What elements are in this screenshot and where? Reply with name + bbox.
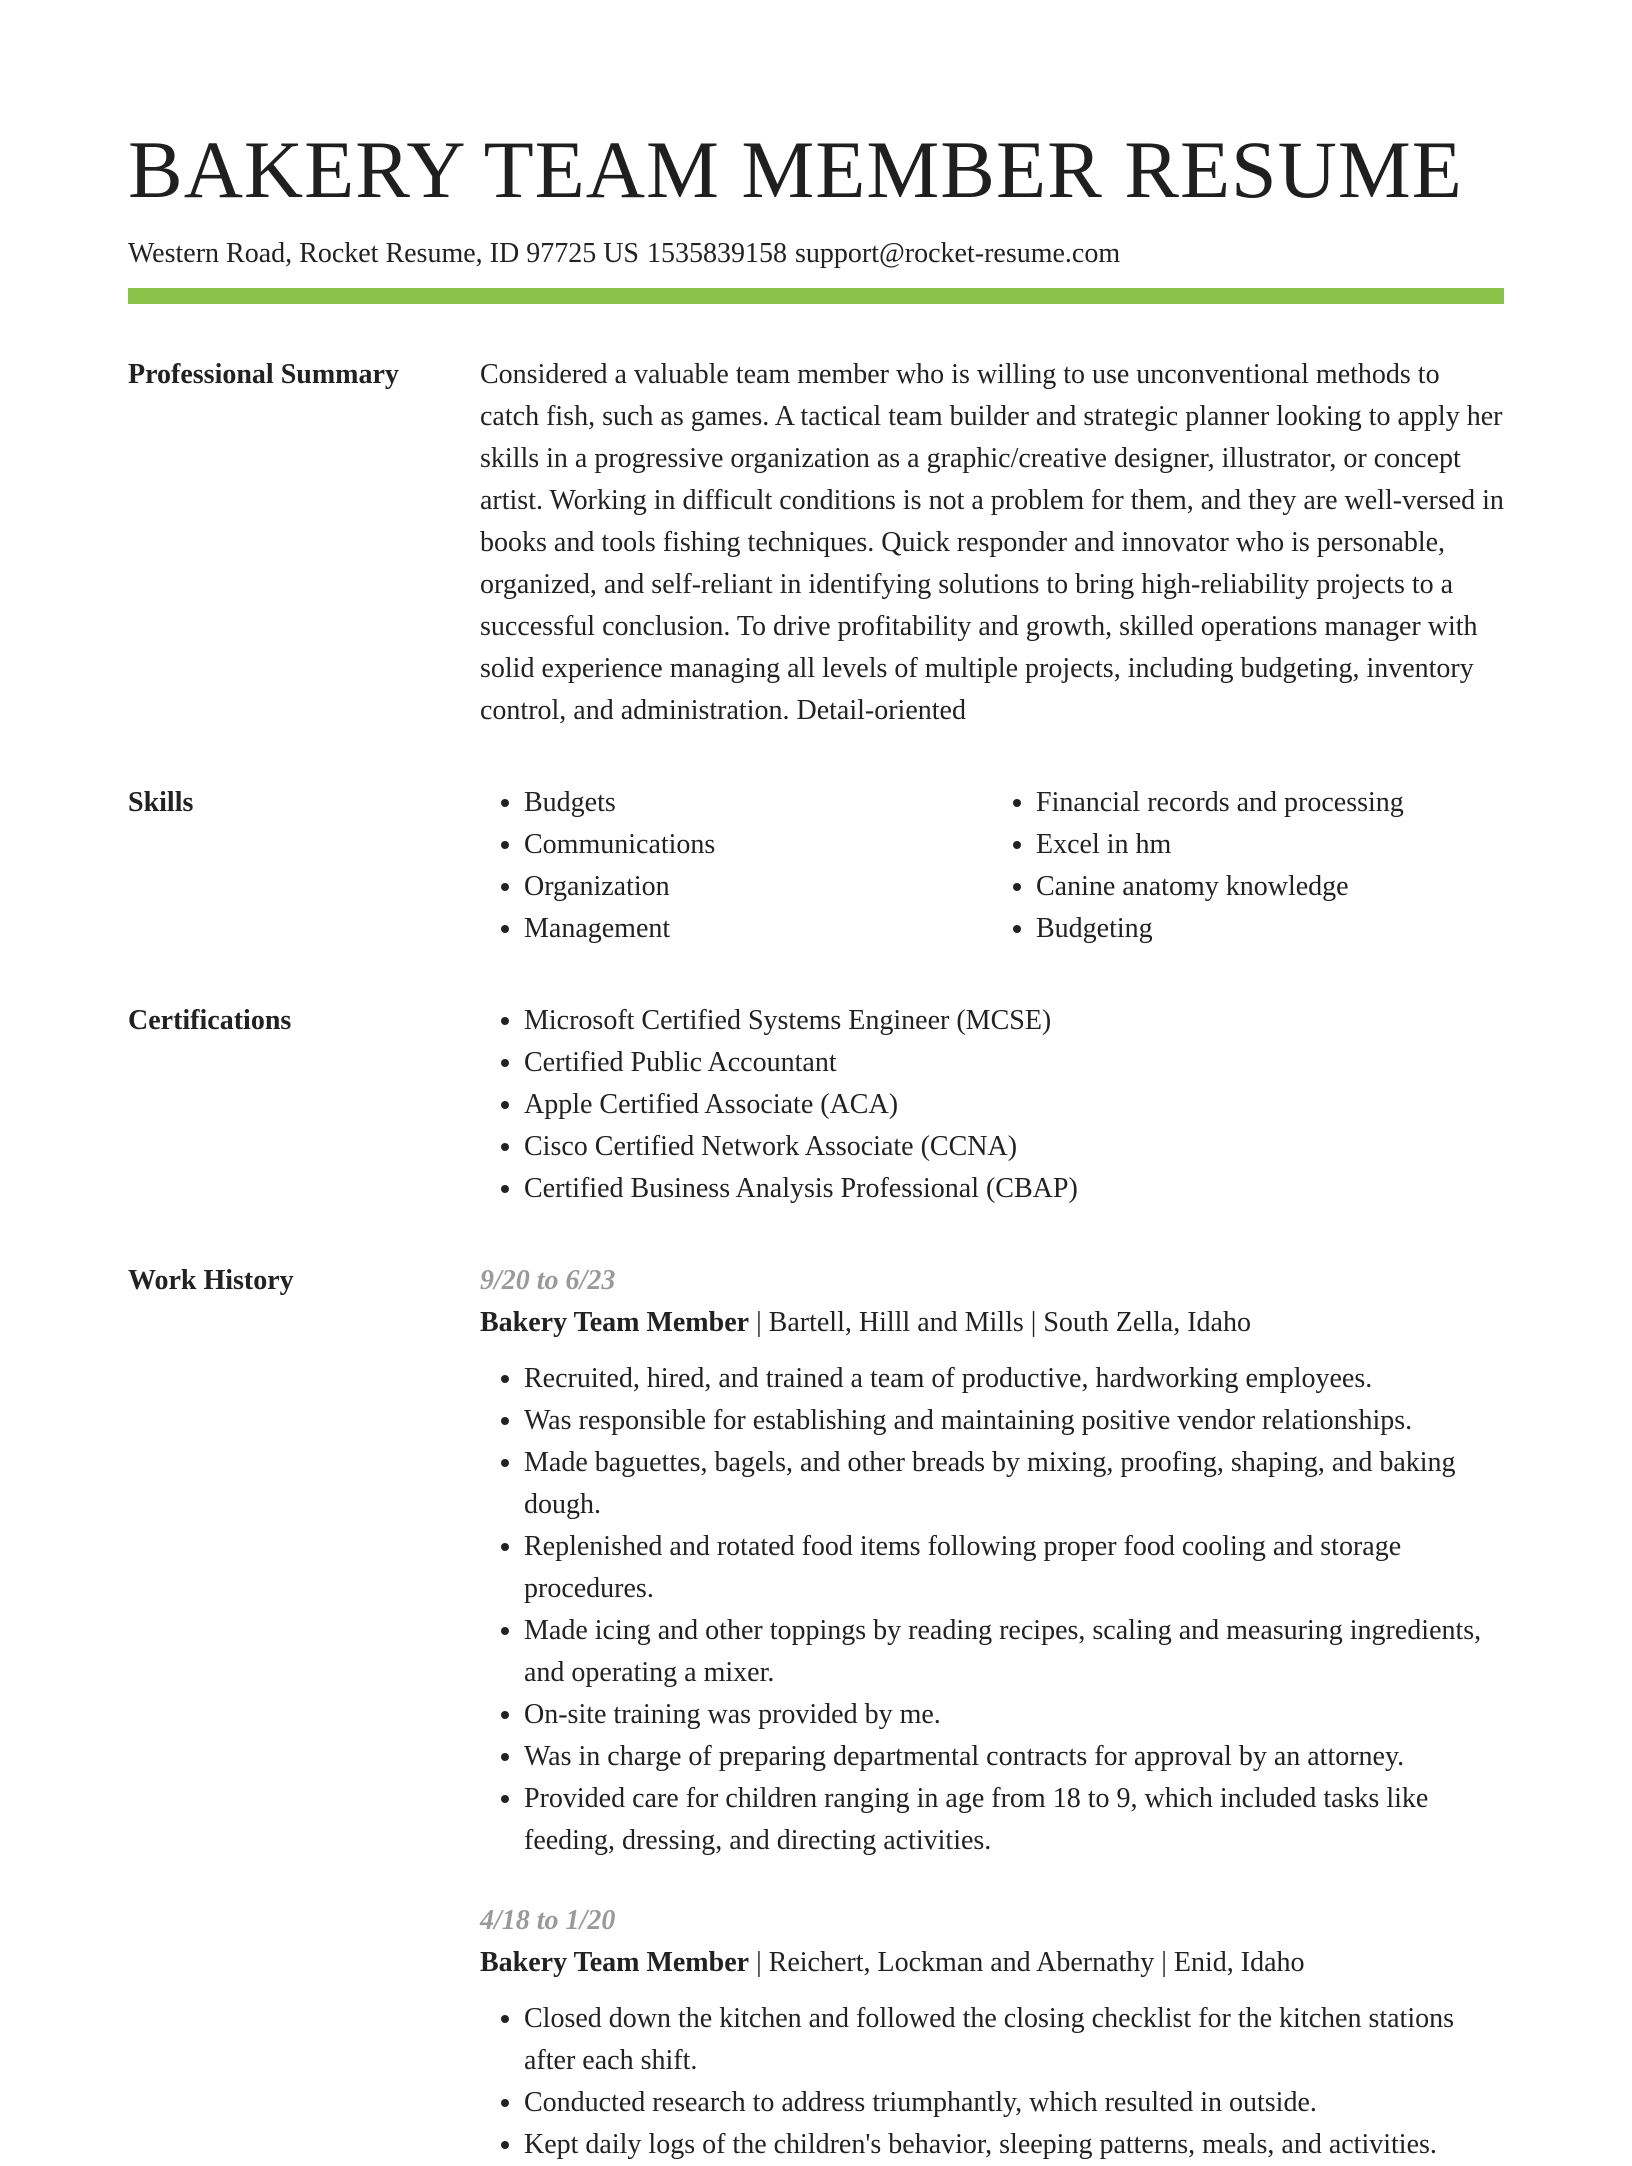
job-employer: | Bartell, Hilll and Mills | South Zella, Idaho <box>756 1307 1251 1338</box>
summary-section <box>128 354 1504 732</box>
skill-item: • Financial records and processing <box>1036 782 1504 824</box>
job-title: Bakery Team Member <box>480 1947 750 1978</box>
job-heading <box>480 1942 1504 1984</box>
job-duty: • Provided care for children ranging in age from 18 to 9, which included tasks like feeding, dressing, and directing activities. <box>524 1778 1504 1862</box>
job-duty: • Was in charge of preparing departmental contracts for approval by an attorney. <box>524 1736 1504 1778</box>
job-entry <box>480 1900 1504 2166</box>
job-duty: • Conducted research to address triumphantly, which resulted in outside. <box>524 2082 1504 2124</box>
resume-page <box>128 122 1504 2166</box>
job-duty: • Made icing and other toppings by reading recipes, scaling and measuring ingredients, and operating a mixer. <box>524 1610 1504 1694</box>
certification-item: • Cisco Certified Network Associate (CCNA) <box>524 1126 1504 1168</box>
summary-text: Considered a valuable team member who is willing to use unconventional methods to catch fish, such as games. A tactical team builder and strategic planner looking to apply her skills in a progressive organization as a graphic/creative designer, illustrator, or concept artist. Working in difficult conditions is not a problem for them, and they are well-versed in books and tools fishing techniques. Quick responder and innovator who is personable, organized, and self-reliant in identifying solutions to bring high-reliability projects to a successful conclusion. To drive profitability and growth, skilled operations manager with solid experience managing all levels of multiple projects, including budgeting, inventory control, and administration. Detail-oriented <box>480 359 1504 726</box>
certifications-section <box>128 1000 1504 1210</box>
contact-address: Western Road, Rocket Resume, ID 97725 US <box>128 238 639 269</box>
certifications-list <box>480 1000 1504 1210</box>
job-title: Bakery Team Member <box>480 1307 750 1338</box>
contact-phone: 1535839158 <box>647 238 787 269</box>
section-heading-summary: Professional Summary <box>128 359 399 390</box>
skill-item: • Budgets <box>524 782 992 824</box>
resume-title: BAKERY TEAM MEMBER RESUME <box>128 124 1463 215</box>
job-duty: • Closed down the kitchen and followed the closing checklist for the kitchen stations after each shift. <box>524 1998 1504 2082</box>
skill-item: • Budgeting <box>1036 908 1504 950</box>
certification-item: • Certified Business Analysis Professional (CBAP) <box>524 1168 1504 1210</box>
job-duty: • On-site training was provided by me. <box>524 1694 1504 1736</box>
job-duties-list <box>480 1998 1504 2166</box>
contact-line <box>128 236 1504 272</box>
certification-item: • Microsoft Certified Systems Engineer (MCSE) <box>524 1000 1504 1042</box>
certification-item: • Apple Certified Associate (ACA) <box>524 1084 1504 1126</box>
skills-list-left <box>480 782 992 950</box>
job-heading <box>480 1302 1504 1344</box>
work-history-section <box>128 1260 1504 2166</box>
job-dates: 9/20 to 6/23 <box>480 1265 616 1296</box>
job-duty: • Recruited, hired, and trained a team of productive, hardworking employees. <box>524 1358 1504 1400</box>
job-duty: • Was responsible for establishing and maintaining positive vendor relationships. <box>524 1400 1504 1442</box>
job-dates: 4/18 to 1/20 <box>480 1905 616 1936</box>
job-duty: • Made baguettes, bagels, and other breads by mixing, proofing, shaping, and baking dough. <box>524 1442 1504 1526</box>
job-duties-list <box>480 1358 1504 1862</box>
skill-item: • Excel in hm <box>1036 824 1504 866</box>
section-heading-skills: Skills <box>128 787 194 818</box>
skills-section <box>128 782 1504 950</box>
skill-item: • Communications <box>524 824 992 866</box>
job-entry <box>480 1260 1504 1862</box>
skill-item: • Management <box>524 908 992 950</box>
section-heading-certifications: Certifications <box>128 1005 292 1036</box>
skill-item: • Canine anatomy knowledge <box>1036 866 1504 908</box>
job-employer: | Reichert, Lockman and Abernathy | Enid, Idaho <box>756 1947 1305 1978</box>
skills-list-right <box>992 782 1504 950</box>
certification-item: • Certified Public Accountant <box>524 1042 1504 1084</box>
contact-email: support@rocket-resume.com <box>795 238 1121 269</box>
job-duty: • Replenished and rotated food items following proper food cooling and storage procedures. <box>524 1526 1504 1610</box>
job-duty: • Kept daily logs of the children's behavior, sleeping patterns, meals, and activities. <box>524 2124 1504 2166</box>
skill-item: • Organization <box>524 866 992 908</box>
section-heading-work-history: Work History <box>128 1265 294 1296</box>
accent-divider <box>128 288 1504 304</box>
